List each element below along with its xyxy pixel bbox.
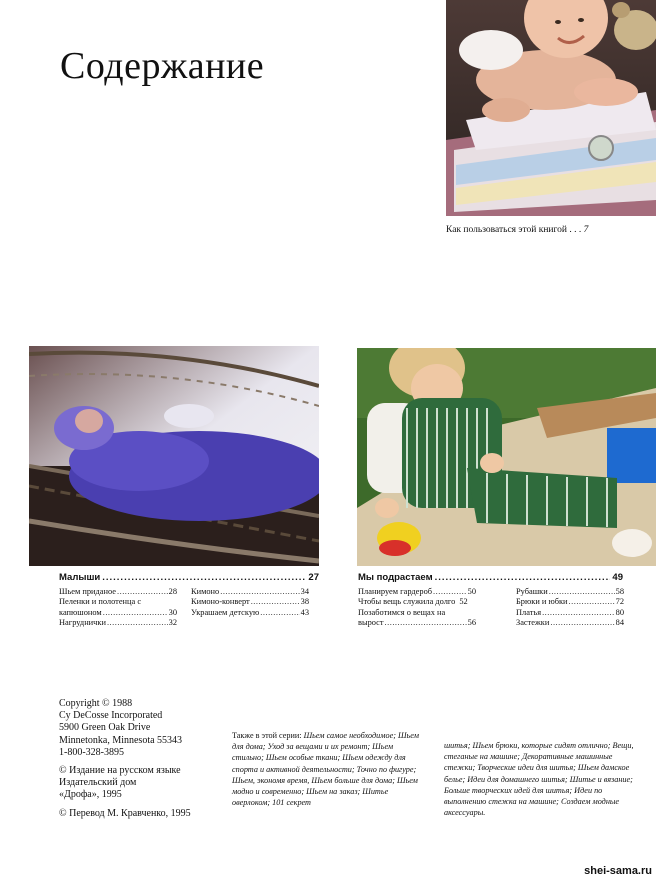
toc-entry-label: Украшаем детскую [191,607,260,617]
toc-entry-page: 34 [300,587,309,596]
section-growing-entries [358,587,623,629]
toc-entry[interactable] [516,618,624,628]
series-label: Также в этой серии: [232,731,302,740]
site-watermark: shei-sama.ru [584,865,652,877]
russian-edition-line: © Издание на русском языке [59,765,181,777]
baby-in-cradle-illustration [29,346,319,566]
leader-dots [117,587,168,597]
leader-dots [433,587,467,597]
russian-publisher-line: Издательский дом [59,777,137,789]
toc-entry-label: Брюки и юбки [516,597,568,607]
toc-entry-label: Застежки [516,618,550,628]
toc-entry[interactable] [59,597,177,618]
toc-entry-label: Чтобы вещь служила долго [358,597,456,607]
leader-dots [102,572,306,583]
series-titles-part2: шитья; Шьем брюки, которые сидят отлично; Вещи, стеганые на машине; Декоративные машинные стежки; Творческие идеи для шитья; Шьем дамское белье; Идеи для домашнего шитья; Шитье и вязание; Больше творческих идей для шитья; Идеи по выполнению стежка на машине; Создаем модные аксессуары. [444,741,634,818]
toddler-in-sandbox-illustration [357,348,656,566]
toc-entry[interactable] [516,608,624,618]
section-growing [358,572,623,629]
toc-entry-page: 32 [168,618,177,628]
toc-entry-label-line1: Позаботимся о вещах на [358,607,446,617]
leader-dots [385,618,467,628]
toc-entry[interactable] [358,608,476,629]
toc-entry-page: 84 [615,618,624,628]
toc-entry-page: 72 [615,597,624,607]
toc-entry-label: Кимоно [191,587,220,596]
toc-entry-page: 28 [168,587,177,596]
toc-entry-label: Платья [516,607,542,617]
leader-dots [107,618,168,628]
section-growing-title: Мы подрастаем [358,572,433,583]
toc-entry-page: 58 [615,587,624,596]
toc-entry-page: 50 [467,587,476,596]
toc-entry[interactable] [358,587,476,597]
toc-entry[interactable] [191,608,309,618]
leader-dots [220,587,299,597]
leader-dots [549,587,615,597]
toc-entry-page: 56 [467,618,476,628]
leader-dots [260,608,299,618]
toc-entry[interactable] [191,597,309,607]
toc-entry-label-line1: Пеленки и полотенца с [59,597,142,607]
baby-on-blankets-illustration [446,0,656,216]
toc-entry-label-line2: вырост [358,618,384,628]
leader-dots [542,608,615,618]
baby-on-blankets-photo [446,0,656,216]
publisher-address: 5900 Green Oak Drive [59,722,151,734]
publisher-name: Cy DeCosse Incorporated [59,710,163,722]
intro-caption-dots: . . . [569,225,584,235]
toc-entry-page: 30 [168,607,177,617]
toc-entry[interactable] [59,587,177,597]
leader-dots [550,618,614,628]
toc-entry-label-line2: капюшоном [59,607,102,617]
intro-caption-text: Как пользоваться этой книгой [446,225,568,235]
section-babies-page: 27 [308,572,319,583]
toc-entry[interactable] [59,618,177,628]
section-babies-col2 [191,587,309,629]
publisher-phone: 1-800-328-3895 [59,746,124,758]
translator-line: © Перевод М. Кравченко, 1995 [59,807,191,819]
section-growing-page: 49 [612,572,623,583]
leader-dots [435,572,611,583]
section-babies-col1 [59,587,177,629]
copyright-block [59,698,191,820]
toc-entry-page: 38 [300,597,309,607]
section-growing-col2 [516,587,624,629]
russian-publisher-name: «Дрофа», 1995 [59,789,122,801]
baby-in-cradle-photo [29,346,319,566]
leader-dots [103,608,168,618]
section-babies [59,572,319,629]
toc-entry-page: 43 [300,607,309,617]
intro-caption-page: 7 [583,225,589,235]
toc-entry[interactable] [516,587,624,597]
page-title: Содержание [60,45,265,87]
series-titles-part1: Шьем самое необходимое; Шьем для дома; Уход за вещами и их ремонт; Шьем стильно; Шьем особые ткани; Шьем одежду для спорта и активной деятельности; Точно по фигуре; Шьем, экономя время, Шьем больше для дома; Шьем модно и современно; Шьем на заказ; Шитье оверлоком; 101 секрет [232,731,419,808]
section-growing-heading[interactable] [358,572,623,583]
publisher-city: Minnetonka, Minnesota 55343 [59,734,183,746]
toc-entry[interactable] [191,587,309,597]
series-list-col2 [444,740,634,818]
toc-entry-line2 [358,618,476,628]
toc-entry[interactable] [358,597,476,607]
section-babies-entries [59,587,319,629]
toc-entry-page: 80 [615,607,624,617]
section-babies-title: Малыши [59,572,101,583]
toc-entry-page: 52 [459,597,468,607]
intro-caption[interactable] [446,225,588,235]
copyright-line: Copyright © 1988 [59,698,133,709]
leader-dots [251,597,300,607]
toc-entry-label: Шьем приданое [59,587,116,596]
toc-entry-label: Планируем гардероб [358,587,433,596]
section-babies-heading[interactable] [59,572,319,583]
toc-entry-label: Нагруднички [59,618,106,628]
toc-entry-label: Рубашки [516,587,548,596]
toc-entry[interactable] [516,597,624,607]
toc-entry-line2 [59,608,177,618]
series-list-col1 [232,730,422,808]
toddler-in-sandbox-photo [357,348,656,566]
toc-entry-label: Кимоно-конверт [191,597,250,607]
leader-dots [569,597,615,607]
section-growing-col1 [358,587,476,629]
